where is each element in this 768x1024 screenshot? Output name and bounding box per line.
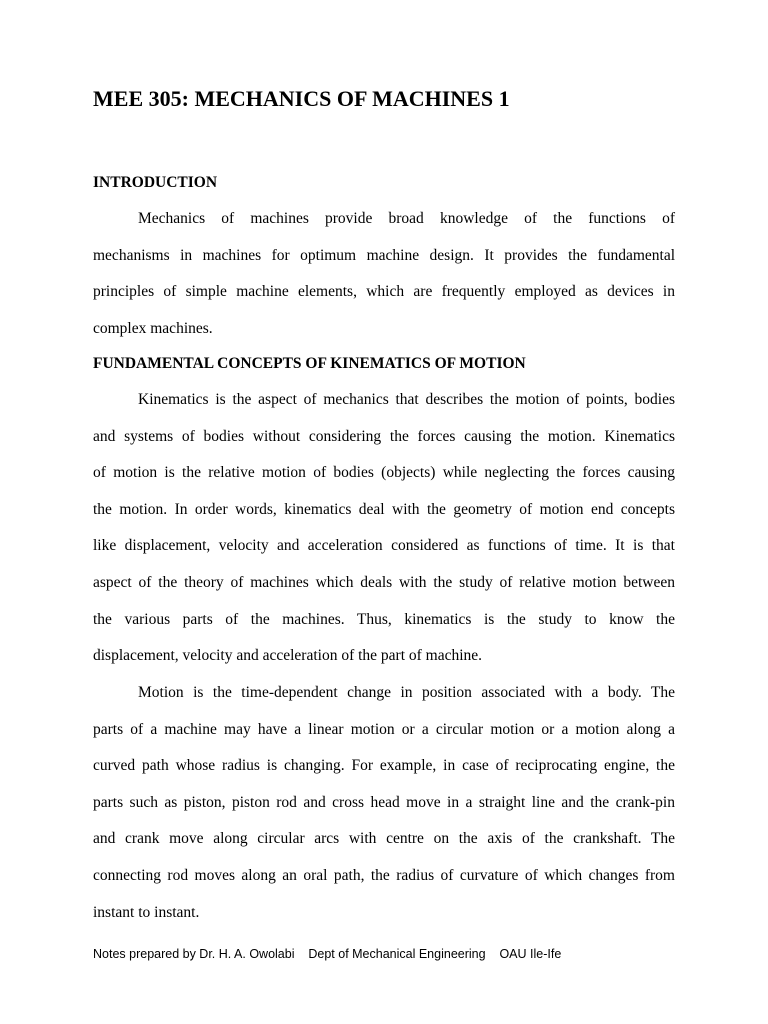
paragraph-kinematics bbox=[93, 382, 675, 675]
text-line: and crank move along circular arcs with centre on the axis of the crankshaft. The bbox=[93, 830, 675, 848]
text-line: Kinematics is the aspect of mechanics that describes the motion of points, bodies bbox=[138, 391, 675, 408]
text-line: connecting rod moves along an oral path, the radius of curvature of which changes from bbox=[93, 866, 675, 884]
text-line: parts of a machine may have a linear motion or a circular motion or a motion along a bbox=[93, 720, 675, 738]
page-title: MEE 305: MECHANICS OF MACHINES 1 bbox=[93, 86, 510, 111]
text-line: principles of simple machine elements, which are frequently employed as devices in bbox=[93, 283, 675, 301]
text-line: curved path whose radius is changing. For example, in case of reciprocating engine, the bbox=[93, 757, 675, 775]
text-line: the various parts of the machines. Thus, kinematics is the study to know the bbox=[93, 610, 675, 628]
text-line: the motion. In order words, kinematics deal with the geometry of motion end concepts bbox=[93, 500, 675, 518]
paragraph-introduction bbox=[93, 201, 675, 347]
text-line: instant to instant. bbox=[93, 903, 200, 921]
text-line: complex machines. bbox=[93, 319, 213, 337]
text-line: like displacement, velocity and acceleration considered as functions of time. It is that bbox=[93, 537, 675, 555]
text-line: and systems of bodies without considering the forces causing the motion. Kinematics bbox=[93, 427, 675, 445]
text-line: mechanisms in machines for optimum machine design. It provides the fundamental bbox=[93, 246, 675, 264]
text-line: of motion is the relative motion of bodies (objects) while neglecting the forces causing bbox=[93, 464, 675, 482]
page-footer: Notes prepared by Dr. H. A. Owolabi Dept of Mechanical Engineering OAU Ile-Ife bbox=[93, 947, 562, 961]
section-heading-fundamental-concepts: FUNDAMENTAL CONCEPTS OF KINEMATICS OF MOTION bbox=[93, 355, 526, 372]
text-line: displacement, velocity and acceleration of the part of machine. bbox=[93, 647, 483, 665]
text-line: parts such as piston, piston rod and cross head move in a straight line and the crank-pin bbox=[93, 793, 675, 811]
text-line: aspect of the theory of machines which deals with the study of relative motion between bbox=[93, 573, 675, 591]
text-line: Mechanics of machines provide broad knowledge of the functions of bbox=[138, 210, 675, 227]
text-line: Motion is the time-dependent change in position associated with a body. The bbox=[138, 684, 675, 701]
paragraph-motion bbox=[93, 675, 675, 931]
section-heading-introduction: INTRODUCTION bbox=[93, 174, 218, 191]
